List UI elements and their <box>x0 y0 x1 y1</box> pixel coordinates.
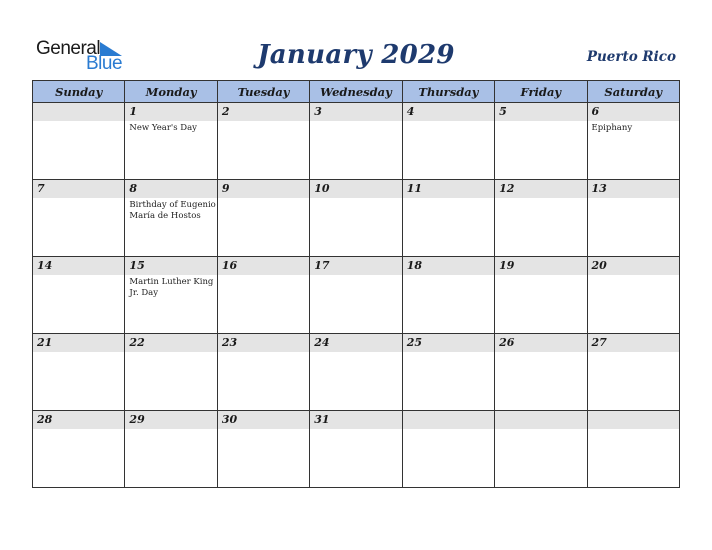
holiday-label <box>218 352 309 354</box>
page-title: January 2029 <box>257 40 455 70</box>
day-cell <box>402 180 494 257</box>
day-number-bar <box>218 103 309 121</box>
day-number-bar <box>495 334 586 352</box>
day-number: 1 <box>129 105 138 118</box>
day-number-bar <box>125 334 216 352</box>
day-number: 9 <box>221 182 230 195</box>
day-number: 25 <box>406 336 422 349</box>
day-number: 24 <box>314 336 330 349</box>
holiday-label <box>403 352 494 354</box>
day-number-bar <box>495 103 586 121</box>
day-number-bar <box>403 411 494 429</box>
day-number: 5 <box>499 105 507 118</box>
day-number-bar <box>495 257 586 275</box>
day-number: 26 <box>499 336 515 349</box>
day-number: 8 <box>129 182 138 195</box>
holiday-label <box>310 198 401 200</box>
holiday-label <box>588 429 679 431</box>
day-number-bar <box>218 411 309 429</box>
day-cell <box>402 257 494 334</box>
day-number: 6 <box>591 105 600 118</box>
day-cell <box>310 180 402 257</box>
day-number-bar <box>33 103 124 121</box>
day-cell <box>495 411 587 488</box>
day-number: 21 <box>37 336 53 349</box>
week-row <box>33 411 680 488</box>
day-cell <box>310 334 402 411</box>
weekday-header-row <box>33 81 680 103</box>
holiday-label <box>495 198 586 200</box>
day-number-bar <box>125 103 216 121</box>
day-cell <box>587 103 679 180</box>
day-number: 23 <box>221 336 238 349</box>
week-row <box>33 334 680 411</box>
brand-logo-line1: General <box>36 38 101 59</box>
holiday-label <box>403 198 494 200</box>
day-cell <box>402 411 494 488</box>
calendar-grid <box>32 80 680 488</box>
holiday-label <box>310 121 401 123</box>
day-number-bar <box>33 257 124 275</box>
day-number-bar <box>588 103 679 121</box>
holiday-label <box>125 429 216 431</box>
day-cell <box>217 411 309 488</box>
day-number: 10 <box>314 182 330 195</box>
day-number: 30 <box>221 413 238 426</box>
day-number-bar <box>310 257 401 275</box>
day-number-bar <box>588 257 679 275</box>
day-number: 12 <box>499 182 515 195</box>
holiday-label: Epiphany <box>591 123 633 133</box>
day-number: 18 <box>406 259 422 272</box>
day-cell <box>217 180 309 257</box>
day-number-bar <box>218 334 309 352</box>
day-cell <box>587 411 679 488</box>
day-cell <box>495 334 587 411</box>
day-number: 29 <box>129 413 145 426</box>
day-number: 7 <box>37 182 45 195</box>
weekday-header: Friday <box>495 81 587 103</box>
day-number: 2 <box>221 105 230 118</box>
day-number: 20 <box>591 259 607 272</box>
day-cell <box>125 103 217 180</box>
day-number-bar <box>588 180 679 198</box>
day-number: 27 <box>591 336 607 349</box>
day-cell <box>33 180 125 257</box>
day-cell <box>125 334 217 411</box>
holiday-label <box>218 275 309 277</box>
day-number: 14 <box>37 259 53 272</box>
day-number-bar <box>403 334 494 352</box>
holiday-label: New Year's Day <box>129 123 197 133</box>
holiday-label <box>403 121 494 123</box>
day-number-bar <box>310 334 401 352</box>
week-row <box>33 103 680 180</box>
holiday-label <box>403 275 494 277</box>
weekday-header: Tuesday <box>217 81 309 103</box>
day-number: 15 <box>129 259 145 272</box>
holiday-label <box>33 352 124 354</box>
day-cell <box>33 334 125 411</box>
weekday-header: Thursday <box>402 81 494 103</box>
day-number-bar <box>33 180 124 198</box>
day-number-bar <box>588 411 679 429</box>
day-number: 17 <box>314 259 330 272</box>
holiday-label <box>33 121 124 123</box>
holiday-label <box>495 429 586 431</box>
day-number-bar <box>33 411 124 429</box>
day-cell <box>125 180 217 257</box>
holiday-label <box>310 275 401 277</box>
day-cell <box>587 257 679 334</box>
holiday-label <box>218 121 309 123</box>
holiday-label <box>33 429 124 431</box>
weekday-header: Wednesday <box>310 81 402 103</box>
weekday-header: Sunday <box>33 81 125 103</box>
day-cell <box>587 180 679 257</box>
week-row <box>33 257 680 334</box>
holiday-label <box>495 352 586 354</box>
day-number: 13 <box>591 182 607 195</box>
region-label: Puerto Rico <box>586 49 676 65</box>
day-number: 28 <box>37 413 53 426</box>
day-number-bar <box>310 180 401 198</box>
day-cell <box>402 334 494 411</box>
day-cell <box>402 103 494 180</box>
holiday-label <box>125 352 216 354</box>
weekday-header: Saturday <box>587 81 679 103</box>
day-number-bar <box>310 411 401 429</box>
day-cell <box>217 257 309 334</box>
holiday-label <box>218 198 309 200</box>
day-number-bar <box>218 180 309 198</box>
day-cell <box>495 103 587 180</box>
day-cell <box>33 103 125 180</box>
holiday-label <box>588 275 679 277</box>
calendar-body <box>33 103 680 488</box>
day-number-bar <box>33 334 124 352</box>
day-number-bar <box>495 411 586 429</box>
day-cell <box>587 334 679 411</box>
day-cell <box>217 103 309 180</box>
day-cell <box>310 103 402 180</box>
day-cell <box>125 257 217 334</box>
day-cell <box>310 257 402 334</box>
holiday-label <box>33 198 124 200</box>
day-number: 3 <box>314 105 322 118</box>
holiday-label <box>218 429 309 431</box>
holiday-label <box>310 429 401 431</box>
day-number-bar <box>125 411 216 429</box>
holiday-label <box>588 352 679 354</box>
holiday-label <box>310 352 401 354</box>
day-cell <box>495 257 587 334</box>
weekday-header: Monday <box>125 81 217 103</box>
day-cell <box>33 257 125 334</box>
holiday-label <box>33 275 124 277</box>
week-row <box>33 180 680 257</box>
holiday-label <box>588 198 679 200</box>
day-number-bar <box>403 257 494 275</box>
holiday-label <box>495 121 586 123</box>
day-number: 16 <box>221 259 238 272</box>
day-number-bar <box>310 103 401 121</box>
day-number: 19 <box>499 259 515 272</box>
day-cell <box>125 411 217 488</box>
holiday-label: Birthday of Eugenio María de Hostos <box>129 200 216 221</box>
day-cell <box>217 334 309 411</box>
holiday-label: Martin Luther King Jr. Day <box>129 277 214 298</box>
day-number-bar <box>403 103 494 121</box>
brand-logo-line2: Blue <box>86 53 123 74</box>
day-number: 22 <box>129 336 145 349</box>
day-number-bar <box>125 257 216 275</box>
day-number: 31 <box>314 413 330 426</box>
day-number-bar <box>403 180 494 198</box>
day-cell <box>33 411 125 488</box>
holiday-label <box>403 429 494 431</box>
holiday-label <box>495 275 586 277</box>
day-number: 11 <box>406 182 422 195</box>
day-cell <box>310 411 402 488</box>
day-number: 4 <box>406 105 415 118</box>
day-number-bar <box>125 180 216 198</box>
day-cell <box>495 180 587 257</box>
day-number-bar <box>495 180 586 198</box>
day-number-bar <box>218 257 309 275</box>
day-number-bar <box>588 334 679 352</box>
